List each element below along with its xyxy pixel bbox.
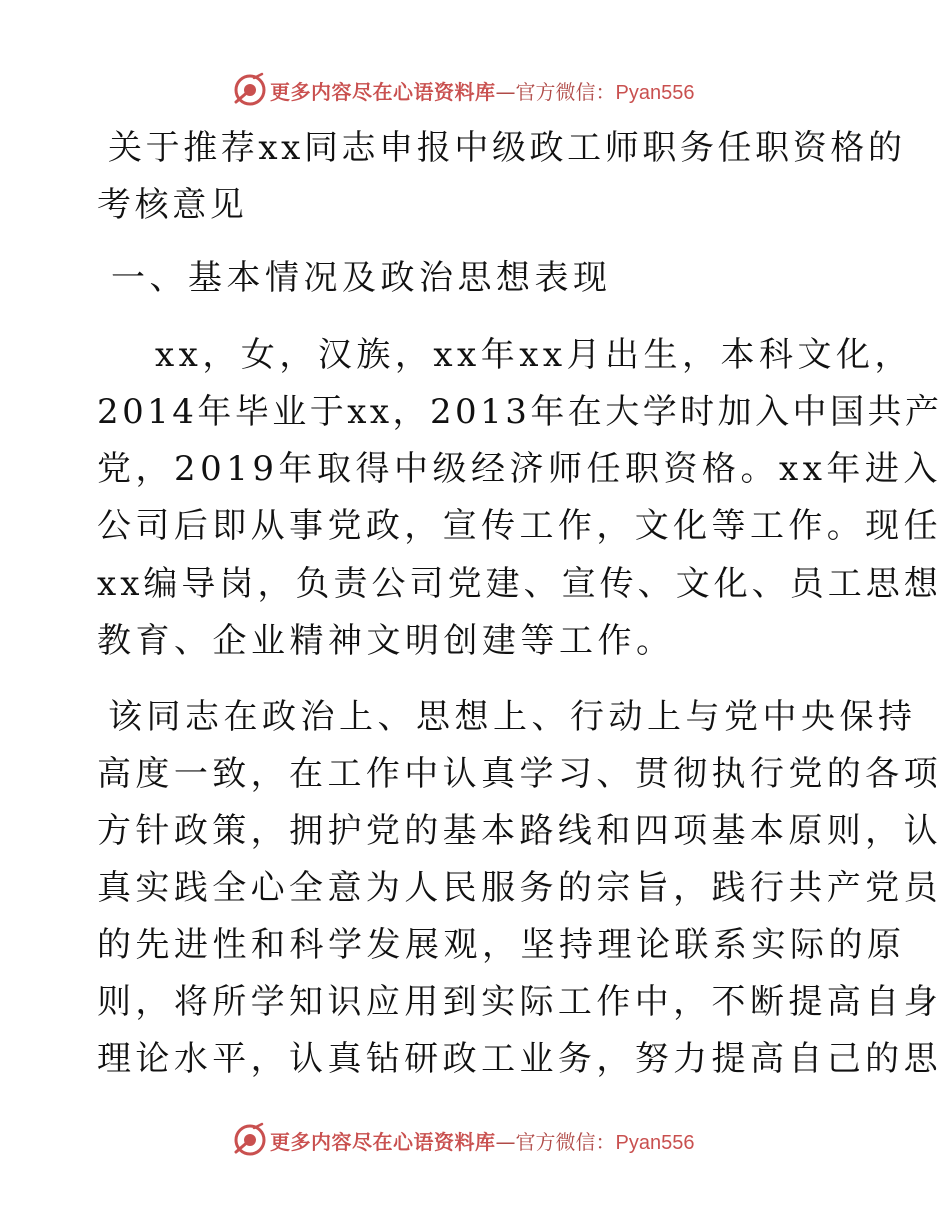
watermark-dash: — — [495, 1130, 516, 1154]
watermark-rest: 官方微信： — [515, 80, 616, 104]
paragraph2-line-1: 该同志在政治上、思想上、行动上与党中央保持 — [108, 697, 917, 737]
paragraph2-line-5: 的先进性和科学发展观，坚持理论联系实际的原 — [97, 925, 906, 965]
paragraph1-line-2: 2014年毕业于xx，2013年在大学时加入中国共产 — [97, 392, 943, 432]
document-title-line-2: 考核意见 — [97, 185, 248, 225]
paragraph2-line-7: 理论水平，认真钻研政工业务，努力提高自己的思 — [97, 1039, 942, 1079]
watermark-rest: 官方微信： — [515, 1130, 616, 1154]
paragraph2-line-3: 方针政策，拥护党的基本路线和四项基本原则，认 — [97, 811, 942, 851]
paragraph1-line-1: xx，女，汉族，xx年xx月出生，本科文化， — [155, 335, 914, 375]
watermark-text — [270, 76, 694, 105]
section-heading: 一、基本情况及政治思想表现 — [111, 258, 612, 298]
paragraph2-line-2: 高度一致，在工作中认真学习、贯彻执行党的各项 — [97, 754, 942, 794]
watermark-text — [270, 1126, 694, 1155]
watermark-id: Pyan556 — [615, 82, 695, 104]
watermark-banner-bottom — [0, 1120, 950, 1160]
paragraph1-line-6: 教育、企业精神文明创建等工作。 — [97, 621, 675, 661]
watermark-logo-icon — [232, 72, 268, 108]
paragraph1-line-3: 党，2019年取得中级经济师任职资格。xx年进入 — [97, 449, 942, 489]
watermark-banner-top — [0, 70, 950, 110]
watermark-main: 更多内容尽在心语资料库 — [270, 1130, 496, 1154]
paragraph1-line-4: 公司后即从事党政，宣传工作，文化等工作。现任 — [97, 506, 942, 546]
paragraph1-line-5: xx编导岗，负责公司党建、宣传、文化、员工思想 — [97, 564, 942, 604]
paragraph2-line-4: 真实践全心全意为人民服务的宗旨，践行共产党员 — [97, 868, 942, 908]
watermark-main: 更多内容尽在心语资料库 — [270, 80, 496, 104]
watermark-id: Pyan556 — [615, 1132, 695, 1154]
watermark-dash: — — [495, 80, 516, 104]
paragraph2-line-6: 则，将所学知识应用到实际工作中，不断提高自身 — [97, 982, 942, 1022]
document-title-line-1: 关于推荐xx同志申报中级政工师职务任职资格的 — [108, 128, 906, 168]
watermark-logo-icon — [232, 1122, 268, 1158]
